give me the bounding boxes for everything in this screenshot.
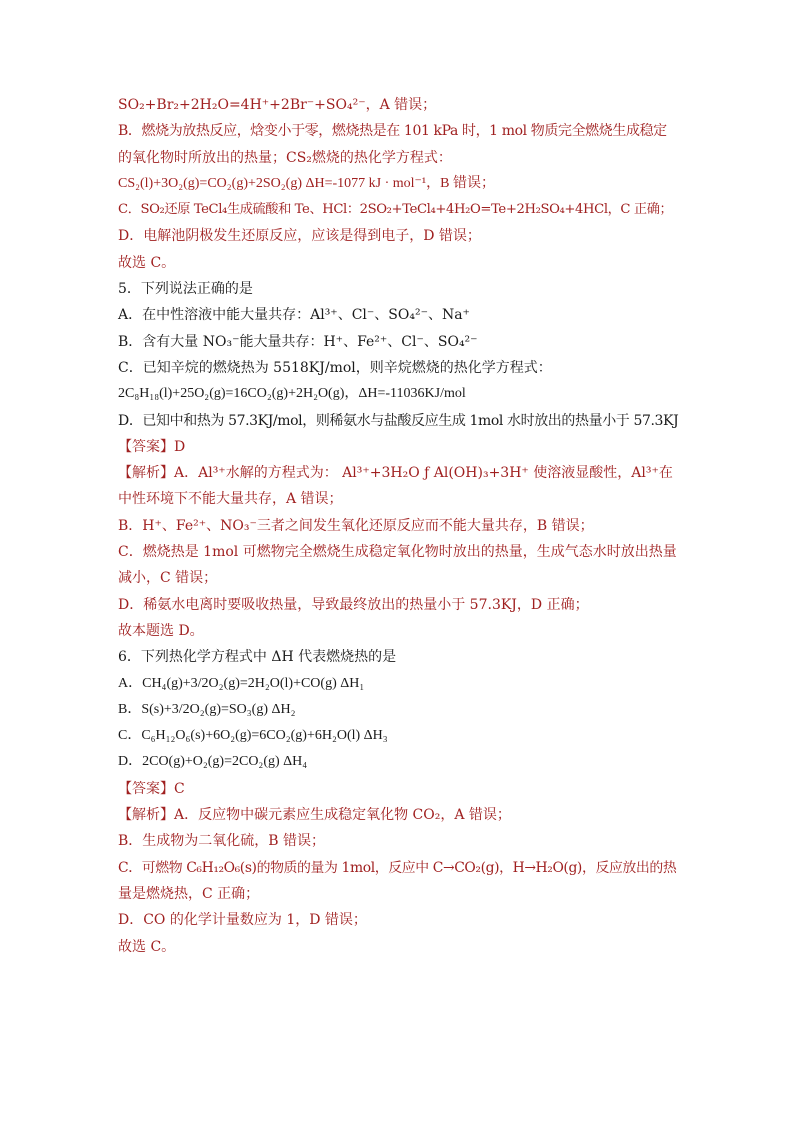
answer-line: 【答案】C — [118, 780, 185, 797]
text-line: 故选 C。 — [118, 938, 176, 955]
text-line: C．可燃物 C₆H₁₂O₆(s)的物质的量为 1mol，反应中 C→CO₂(g)，H→H₂O(g)，反应放出的热 — [118, 859, 677, 876]
option-line: D．已知中和热为 57.3KJ/mol，则稀氨水与盐酸反应生成 1mol 水时放出的热量小于 57.3KJ — [118, 412, 679, 429]
text-line: C．SO₂还原 TeCl₄生成硫酸和 Te、HCl：2SO₂+TeCl₄+4H₂O=Te+2H₂SO₄+4HCl，C 正确； — [118, 202, 673, 218]
question-title: 6．下列热化学方程式中 ΔH 代表燃烧热的是 — [118, 649, 397, 666]
document-body — [118, 92, 678, 960]
option-line: D．2CO(g)+O₂(g)=2CO₂(g) ΔH₄ — [118, 754, 308, 770]
text-line: 2C₈H₁₈(l)+25O₂(g)=16CO₂(g)+2H₂O(g)，ΔH=-11036KJ/mol — [118, 386, 466, 402]
text-line: 故选 C。 — [118, 254, 176, 271]
text-line: 的氧化物时所放出的热量；CS₂燃烧的热化学方程式： — [118, 149, 452, 166]
option-line: A．CH₄(g)+3/2O₂(g)=2H₂O(l)+CO(g) ΔH₁ — [118, 675, 365, 691]
question-title: 5．下列说法正确的是 — [118, 281, 253, 298]
text-line: C．燃烧热是 1mol 可燃物完全燃烧生成稳定氧化物时放出的热量，生成气态水时放出热量 — [118, 544, 677, 561]
text-line: B．H⁺、Fe²⁺、NO₃⁻三者之间发生氧化还原反应而不能大量共存，B 错误； — [118, 517, 594, 534]
text-line: B．生成物为二氧化硫，B 错误； — [118, 833, 326, 850]
text-line: B．燃烧为放热反应，焓变小于零，燃烧热是在 101 kPa 时，1 mol 物质完全燃烧生成稳定 — [118, 123, 667, 140]
analysis-line: 【解析】A．Al³⁺水解的方程式为： Al³⁺+3H₂O ƒ Al(OH)₃+3H⁺ 使溶液显酸性，Al³⁺在 — [118, 465, 673, 482]
text-line: D．稀氨水电离时要吸收热量，导致最终放出的热量小于 57.3KJ，D 正确； — [118, 596, 589, 613]
answer-line: 【答案】D — [118, 438, 186, 455]
text-line: D．电解池阴极发生还原反应，应该是得到电子，D 错误； — [118, 228, 481, 245]
option-line: B．含有大量 NO₃⁻能大量共存：H⁺、Fe²⁺、Cl⁻、SO₄²⁻ — [118, 333, 478, 350]
analysis-line: 【解析】A．反应物中碳元素应生成稳定氧化物 CO₂，A 错误； — [118, 807, 511, 824]
text-line: 量是燃烧热，C 正确； — [118, 885, 260, 902]
text-line: 故本题选 D。 — [118, 622, 204, 639]
text-line: 减小，C 错误； — [118, 570, 218, 587]
option-line: C．已知辛烷的燃烧热为 5518KJ/mol，则辛烷燃烧的热化学方程式： — [118, 359, 552, 376]
option-line: C．C₆H₁₂O₆(s)+6O₂(g)=6CO₂(g)+6H₂O(l) ΔH₃ — [118, 728, 388, 744]
option-line: B．S(s)+3/2O₂(g)=SO₃(g) ΔH₂ — [118, 701, 296, 717]
text-line: CS₂(l)+3O₂(g)=CO₂(g)+2SO₂(g) ΔH=-1077 kJ · mol⁻¹，B 错误； — [118, 175, 495, 191]
text-line: 中性环境下不能大量共存，A 错误； — [118, 491, 343, 508]
option-line: A．在中性溶液中能大量共存：Al³⁺、Cl⁻、SO₄²⁻、Na⁺ — [118, 307, 470, 324]
text-line: D．CO 的化学计量数应为 1，D 错误； — [118, 912, 367, 929]
text-line: SO₂+Br₂+2H₂O=4H⁺+2Br⁻+SO₄²⁻，A 错误； — [118, 97, 437, 113]
